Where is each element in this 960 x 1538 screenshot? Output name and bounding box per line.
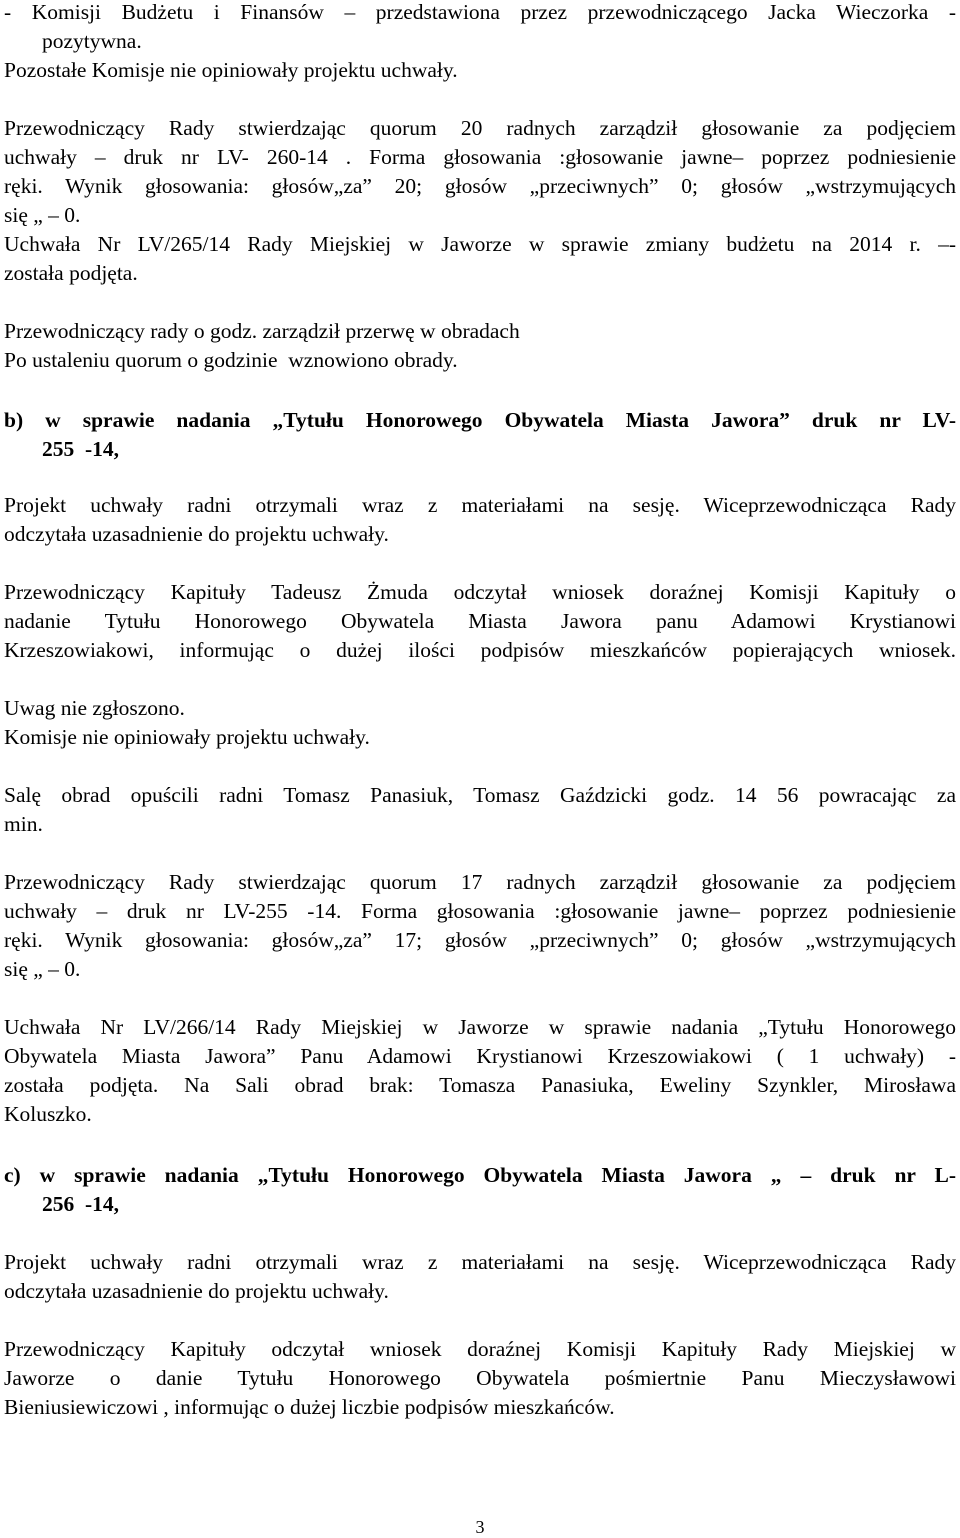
text-line: Koluszko.	[4, 1102, 92, 1126]
text-line: uchwały – druk nr LV- 260-14 . Forma głosowania :głosowanie jawne– poprzez podniesienie	[4, 145, 956, 169]
page-number: 3	[475, 1517, 485, 1537]
text-line: Projekt uchwały radni otrzymali wraz z materiałami na sesję. Wiceprzewodnicząca Rady	[4, 1250, 956, 1274]
text-line: Krzeszowiakowi, informując o dużej ilości podpisów mieszkańców popierających wniosek.	[4, 638, 956, 662]
text-line: Przewodniczący Rady stwierdzając quorum 20 radnych zarządził głosowanie za podjęciem	[4, 116, 956, 140]
text-line: Przewodniczący Kapituły odczytał wniosek doraźnej Komisji Kapituły Rady Miejskiej w	[4, 1337, 956, 1361]
text-line: Bieniusiewiczowi , informując o dużej liczbie podpisów mieszkańców.	[4, 1395, 615, 1419]
text-line: Salę obrad opuścili radni Tomasz Panasiuk, Tomasz Gaździcki godz. 14 56 powracając za	[4, 783, 956, 807]
text-line: Uwag nie zgłoszono.	[4, 696, 185, 720]
text-line: Przewodniczący Rady stwierdzając quorum 17 radnych zarządził głosowanie za podjęciem	[4, 870, 956, 894]
text-line: się „ – 0.	[4, 203, 81, 227]
text-line: Uchwała Nr LV/265/14 Rady Miejskiej w Jaworze w sprawie zmiany budżetu na 2014 r. –-	[4, 232, 956, 256]
text-line: pozytywna.	[42, 29, 142, 53]
text-line: Przewodniczący Kapituły Tadeusz Żmuda odczytał wniosek doraźnej Komisji Kapituły o	[4, 580, 956, 604]
text-line: odczytała uzasadnienie do projektu uchwały.	[4, 522, 389, 546]
text-line: Pozostałe Komisje nie opiniowały projektu uchwały.	[4, 58, 458, 82]
text-line: została podjęta.	[4, 261, 138, 285]
text-line: się „ – 0.	[4, 957, 81, 981]
text-line: Jaworze o danie Tytułu Honorowego Obywatela pośmiertnie Panu Mieczysławowi	[4, 1366, 956, 1390]
text-line: Komisje nie opiniowały projektu uchwały.	[4, 725, 370, 749]
text-line: Uchwała Nr LV/266/14 Rady Miejskiej w Jaworze w sprawie nadania „Tytułu Honorowego	[4, 1015, 956, 1039]
text-line: Obywatela Miasta Jawora” Panu Adamowi Krystianowi Krzeszowiakowi ( 1 uchwały) -	[4, 1044, 956, 1068]
section-heading: b) w sprawie nadania „Tytułu Honorowego Obywatela Miasta Jawora” druk nr LV-	[4, 408, 956, 432]
text-line: nadanie Tytułu Honorowego Obywatela Miasta Jawora panu Adamowi Krystianowi	[4, 609, 956, 633]
text-line: została podjęta. Na Sali obrad brak: Tomasza Panasiuka, Eweliny Szynkler, Mirosława	[4, 1073, 956, 1097]
section-heading: 256 -14,	[42, 1192, 120, 1216]
text-line: - Komisji Budżetu i Finansów – przedstawiona przez przewodniczącego Jacka Wieczorka -	[4, 0, 956, 24]
text-line: odczytała uzasadnienie do projektu uchwały.	[4, 1279, 389, 1303]
section-heading: 255 -14,	[42, 437, 120, 461]
section-heading: c) w sprawie nadania „Tytułu Honorowego Obywatela Miasta Jawora „ – druk nr L-	[4, 1163, 956, 1187]
text-line: Projekt uchwały radni otrzymali wraz z materiałami na sesję. Wiceprzewodnicząca Rady	[4, 493, 956, 517]
text-line: Po ustaleniu quorum o godzinie wznowiono obrady.	[4, 348, 458, 372]
text-line: uchwały – druk nr LV-255 -14. Forma głosowania :głosowanie jawne– poprzez podniesienie	[4, 899, 956, 923]
text-line: ręki. Wynik głosowania: głosów„za” 17; głosów „przeciwnych” 0; głosów „wstrzymujących	[4, 928, 956, 952]
text-line: min.	[4, 812, 43, 836]
text-line: ręki. Wynik głosowania: głosów„za” 20; głosów „przeciwnych” 0; głosów „wstrzymujących	[4, 174, 956, 198]
text-line: Przewodniczący rady o godz. zarządził przerwę w obradach	[4, 319, 520, 343]
